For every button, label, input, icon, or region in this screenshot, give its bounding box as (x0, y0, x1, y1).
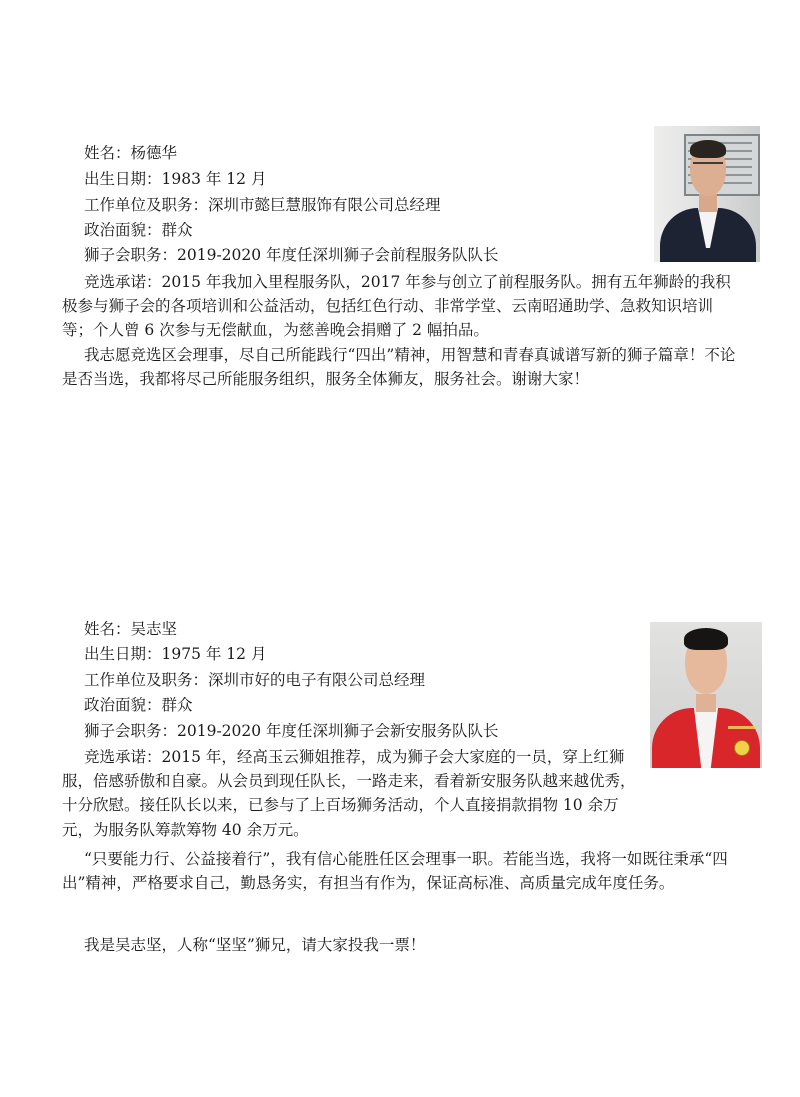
political-status-line: 政治面貌：群众 (84, 696, 193, 714)
lions-badge-icon (734, 740, 750, 756)
work-position-line: 工作单位及职务：深圳市懿巨慧服饰有限公司总经理 (84, 196, 441, 214)
name-line: 姓名：杨德华 (84, 144, 178, 162)
campaign-pledge-paragraph: 竞选承诺：2015 年，经高玉云狮姐推荐，成为狮子会大家庭的一员，穿上红狮服，倍感骄傲和自豪。从会员到现任队长，一路走来，看着新安服务队越来越优秀，十分欣慰。接任队长以来，已参与了上百场狮务活动，个人直接捐款捐物 10 余万元，为服务队筹款筹物 40 余万元。 (62, 748, 636, 839)
closing-paragraph: 我是吴志坚，人称“坚坚”狮兄，请大家投我一票！ (84, 936, 426, 954)
birth-date-line: 出生日期：1975 年 12 月 (84, 645, 267, 663)
lions-position-line: 狮子会职务：2019-2020 年度任深圳狮子会前程服务队队长 (84, 246, 499, 264)
lions-position-line: 狮子会职务：2019-2020 年度任深圳狮子会新安服务队队长 (84, 722, 499, 740)
name-line: 姓名：吴志坚 (84, 620, 178, 638)
commitment-paragraph: “只要能力行、公益接着行”，我有信心能胜任区会理事一职。若能当选，我将一如既往秉承“四出”精神，严格要求自己，勤恳务实，有担当有作为，保证高标准、高质量完成年度任务。 (62, 850, 728, 893)
political-status-line: 政治面貌：群众 (84, 221, 193, 239)
campaign-pledge-paragraph: 竞选承诺：2015 年我加入里程服务队，2017 年参与创立了前程服务队。拥有五年狮龄的我积极参与狮子会的各项培训和公益活动，包括红色行动、非常学堂、云南昭通助学、急救知识培训等；个人曾 6 次参与无偿献血，为慈善晚会捐赠了 2 幅拍品。 (62, 273, 731, 340)
birth-date-line: 出生日期：1983 年 12 月 (84, 170, 267, 188)
closing-paragraph: 我志愿竞选区会理事，尽自己所能践行“四出”精神，用智慧和青春真诚谱写新的狮子篇章！不论是否当选，我都将尽己所能服务组织，服务全体狮友，服务社会。谢谢大家！ (62, 346, 736, 389)
candidate-portrait-photo (654, 126, 760, 262)
candidate-portrait-photo (650, 622, 762, 768)
work-position-line: 工作单位及职务：深圳市好的电子有限公司总经理 (84, 671, 426, 689)
